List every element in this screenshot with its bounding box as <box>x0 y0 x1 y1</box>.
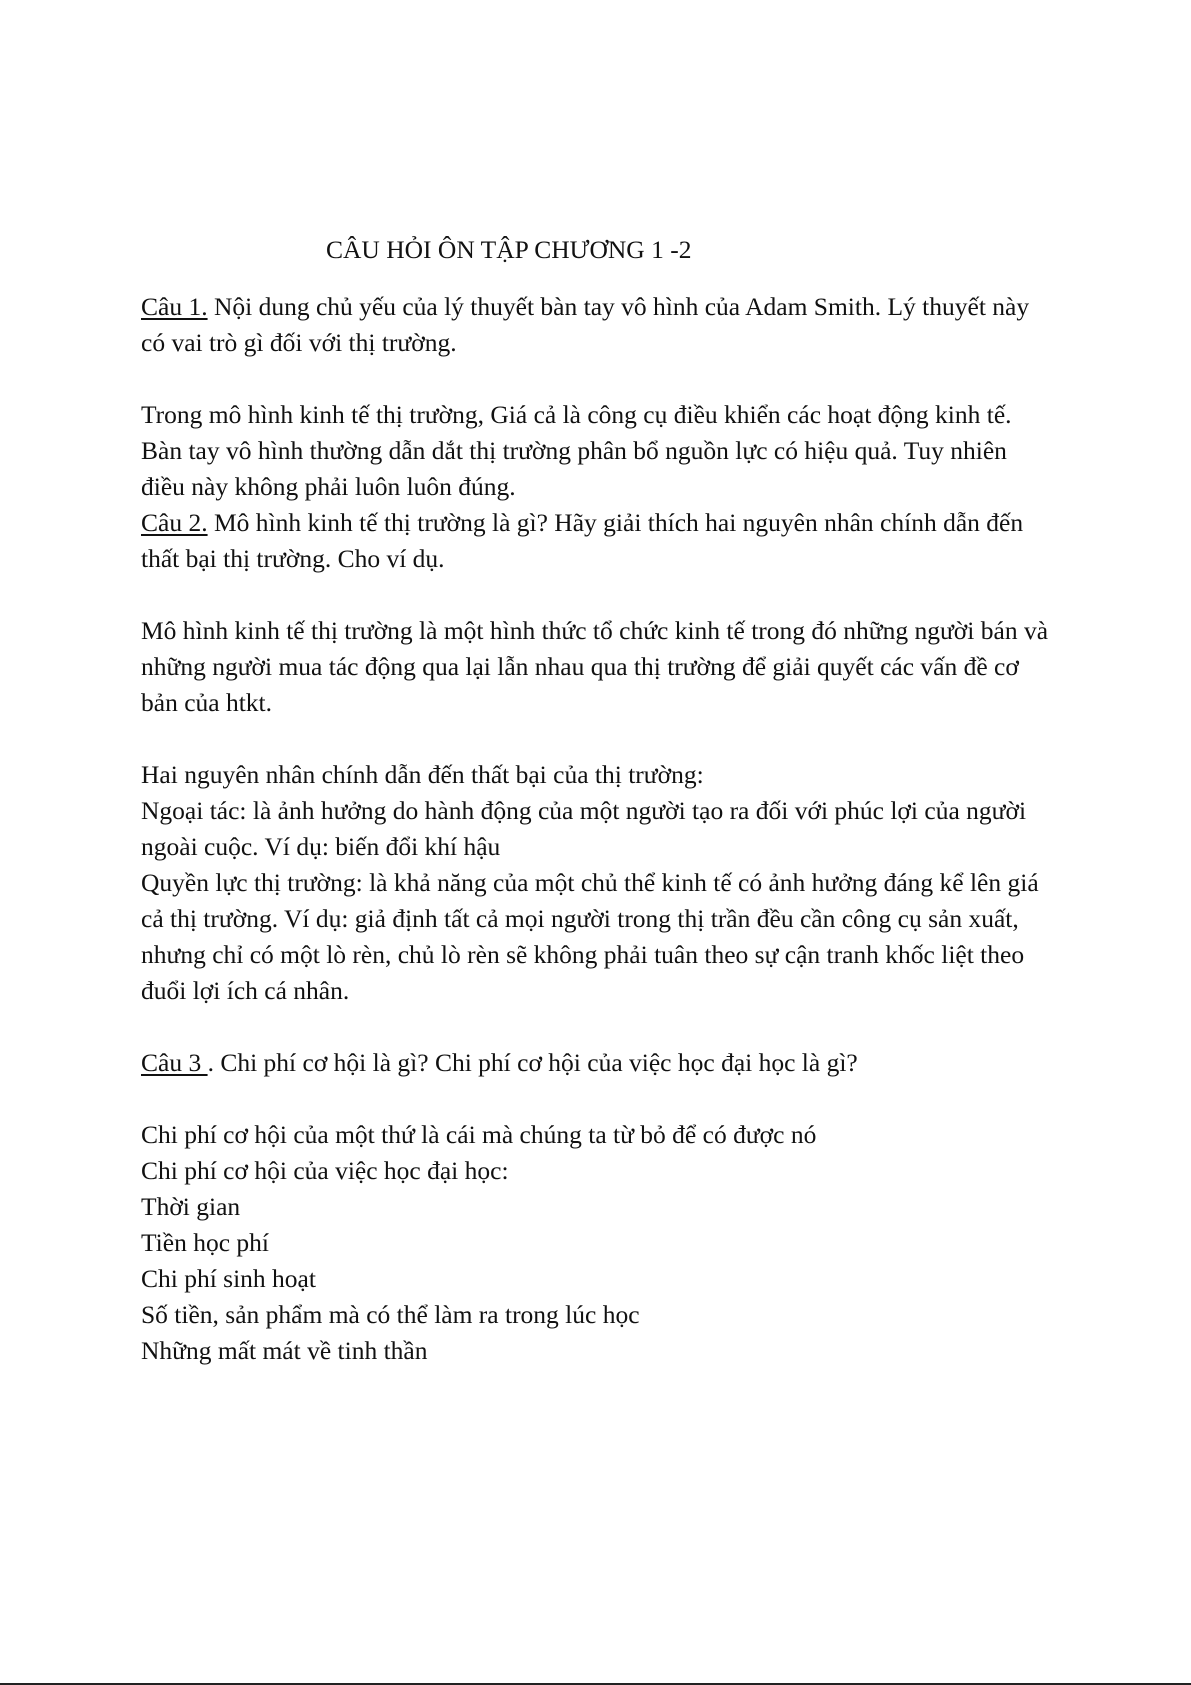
question-1 <box>141 289 1056 361</box>
question-3-label: Câu 3 <box>141 1048 208 1077</box>
spacer <box>141 1009 1056 1045</box>
list-item: Thời gian <box>141 1192 241 1221</box>
answer-2-paragraph: Hai nguyên nhân chính dẫn đến thất bại của thị trường: <box>141 760 704 789</box>
answer-2-paragraph: Quyền lực thị trường: là khả năng của một chủ thể kinh tế có ảnh hưởng đáng kể lên giá cả thị trường. Ví dụ: giả định tất cả mọi người trong thị trần đều cần công cụ sản xuất, nhưng chỉ có một lò rèn, chủ lò rèn sẽ không phải tuân theo sự cận tranh khốc liệt theo đuổi lợi ích cá nhân. <box>141 868 1039 1005</box>
answer-1-paragraph: Bàn tay vô hình thường dẫn dắt thị trường phân bổ nguồn lực có hiệu quả. Tuy nhiên điều này không phải luôn luôn đúng. <box>141 436 1007 501</box>
document-title: CÂU HỎI ÔN TẬP CHƯƠNG 1 -2 <box>326 235 692 264</box>
list-item: Tiền học phí <box>141 1228 269 1257</box>
answer-3-paragraph: Chi phí cơ hội của việc học đại học: <box>141 1156 509 1185</box>
question-2-text: Mô hình kinh tế thị trường là gì? Hãy giải thích hai nguyên nhân chính dẫn đến thất bại thị trường. Cho ví dụ. <box>141 508 1024 573</box>
answer-2-paragraph: Ngoại tác: là ảnh hưởng do hành động của một người tạo ra đối với phúc lợi của người ngoài cuộc. Ví dụ: biến đổi khí hậu <box>141 796 1027 861</box>
question-1-text: Nội dung chủ yếu của lý thuyết bàn tay vô hình của Adam Smith. Lý thuyết này có vai trò gì đối với thị trường. <box>141 292 1030 357</box>
spacer <box>141 361 1056 397</box>
list-item: Chi phí sinh hoạt <box>141 1264 316 1293</box>
question-2 <box>141 505 1056 577</box>
question-3-text: . Chi phí cơ hội là gì? Chi phí cơ hội của việc học đại học là gì? <box>207 1048 858 1077</box>
spacer <box>141 721 1056 757</box>
answer-3-paragraph: Chi phí cơ hội của một thứ là cái mà chúng ta từ bỏ để có được nó <box>141 1120 817 1149</box>
spacer <box>141 577 1056 613</box>
question-2-label: Câu 2. <box>141 508 208 537</box>
list-item: Những mất mát về tinh thần <box>141 1336 428 1365</box>
spacer <box>141 1081 1056 1117</box>
list-item: Số tiền, sản phẩm mà có thể làm ra trong lúc học <box>141 1300 640 1329</box>
document-body <box>141 289 1056 1369</box>
answer-2-paragraph: Mô hình kinh tế thị trường là một hình thức tổ chức kinh tế trong đó những người bán và những người mua tác động qua lại lẫn nhau qua thị trường để giải quyết các vấn đề cơ bản của htkt. <box>141 616 1049 717</box>
answer-1-paragraph: Trong mô hình kinh tế thị trường, Giá cả là công cụ điều khiển các hoạt động kinh tế. <box>141 400 1012 429</box>
question-1-label: Câu 1. <box>141 292 208 321</box>
question-3 <box>141 1045 1056 1081</box>
